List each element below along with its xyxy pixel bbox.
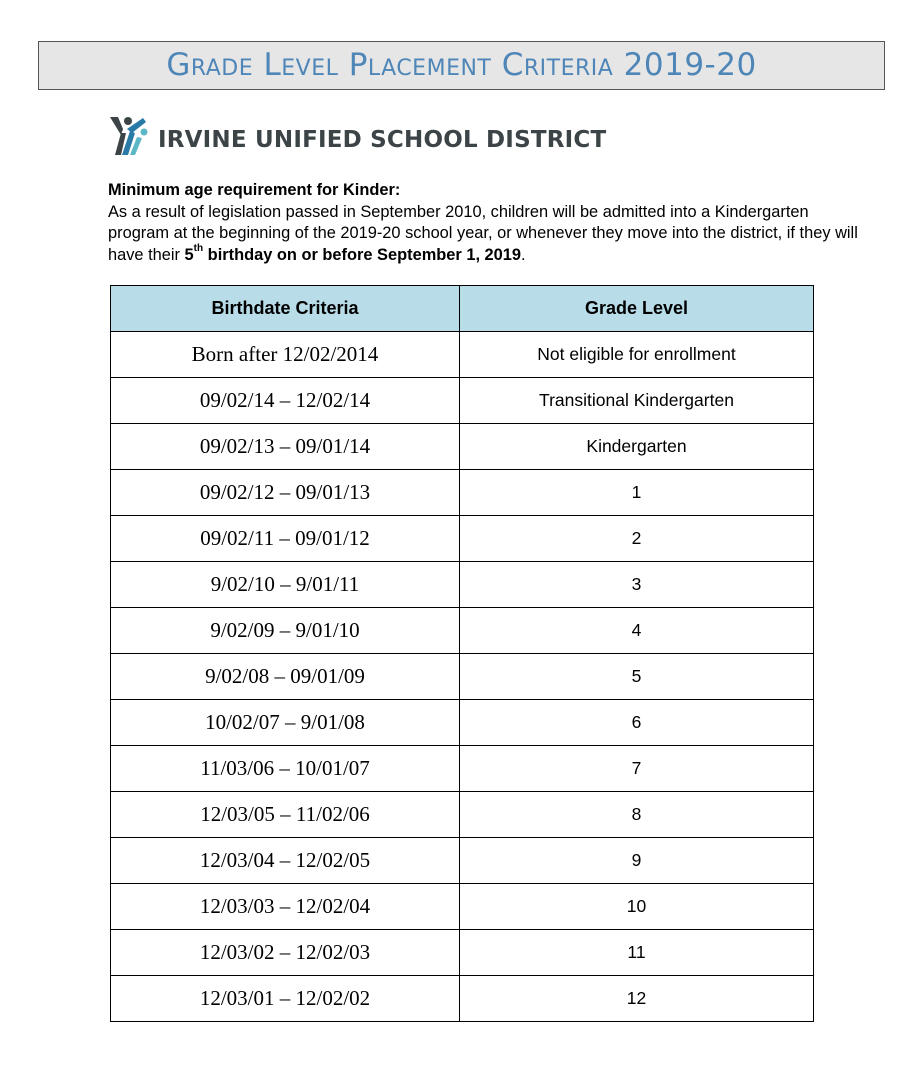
table-row xyxy=(111,654,814,700)
birthdate-cell: Born after 12/02/2014 xyxy=(111,332,460,378)
birthdate-cell: 9/02/08 – 09/01/09 xyxy=(111,654,460,700)
requirement-body: As a result of legislation passed in September 2010, children will be admitted into a Kindergarten program at the beginning of the 2019-20 school year, or whenever they move into the district, if they will have their xyxy=(108,202,858,264)
grade-cell: 7 xyxy=(460,746,814,792)
table-row xyxy=(111,608,814,654)
birthdate-cell: 11/03/06 – 10/01/07 xyxy=(111,746,460,792)
grade-cell: 3 xyxy=(460,562,814,608)
column-header-grade: Grade Level xyxy=(460,286,814,332)
grade-cell: 12 xyxy=(460,976,814,1022)
birthdate-cell: 09/02/14 – 12/02/14 xyxy=(111,378,460,424)
grade-cell: 2 xyxy=(460,516,814,562)
grade-cell: Kindergarten xyxy=(460,424,814,470)
table-row xyxy=(111,378,814,424)
kinder-requirement-heading: Minimum age requirement for Kinder: xyxy=(108,181,401,199)
table-row xyxy=(111,424,814,470)
table-row xyxy=(111,930,814,976)
district-logo xyxy=(108,113,606,157)
district-name: IRVINE UNIFIED SCHOOL DISTRICT xyxy=(158,127,607,153)
birthdate-cell: 9/02/10 – 9/01/11 xyxy=(111,562,460,608)
table-row xyxy=(111,746,814,792)
table-row xyxy=(111,470,814,516)
grade-cell: 9 xyxy=(460,838,814,884)
grade-cell: Transitional Kindergarten xyxy=(460,378,814,424)
kinder-requirement-text: As a result of legislation passed in September 2010, children will be admitted into a Kindergarten program at the beginning of the 2019-20 school year, or whenever they move into the district, if they will have their 5th birthday on or before September 1, 2019. xyxy=(108,202,858,264)
birthdate-cell: 12/03/01 – 12/02/02 xyxy=(111,976,460,1022)
grade-cell: 5 xyxy=(460,654,814,700)
requirement-age: 5th birthday on or before September 1, 2019 xyxy=(184,243,522,264)
table-row xyxy=(111,332,814,378)
grade-cell: 11 xyxy=(460,930,814,976)
table-row xyxy=(111,562,814,608)
page-title: Grade Level Placement Criteria 2019-20 xyxy=(38,41,885,90)
grade-placement-table xyxy=(110,285,814,1022)
birthdate-cell: 10/02/07 – 9/01/08 xyxy=(111,700,460,746)
birthdate-cell: 12/03/03 – 12/02/04 xyxy=(111,884,460,930)
birthdate-cell: 09/02/13 – 09/01/14 xyxy=(111,424,460,470)
table-row xyxy=(111,516,814,562)
birthdate-cell: 09/02/12 – 09/01/13 xyxy=(111,470,460,516)
grade-cell: 1 xyxy=(460,470,814,516)
birthdate-cell: 12/03/02 – 12/02/03 xyxy=(111,930,460,976)
table-row xyxy=(111,838,814,884)
grade-cell: 10 xyxy=(460,884,814,930)
table-row xyxy=(111,792,814,838)
table-row xyxy=(111,884,814,930)
grade-cell: Not eligible for enrollment xyxy=(460,332,814,378)
table-row xyxy=(111,976,814,1022)
birthdate-cell: 12/03/04 – 12/02/05 xyxy=(111,838,460,884)
grade-cell: 4 xyxy=(460,608,814,654)
birthdate-cell: 12/03/05 – 11/02/06 xyxy=(111,792,460,838)
kinder-requirement-section xyxy=(108,180,868,266)
column-header-birthdate: Birthdate Criteria xyxy=(111,286,460,332)
birthdate-cell: 9/02/09 – 9/01/10 xyxy=(111,608,460,654)
table-row xyxy=(111,700,814,746)
irvine-figures-logo-icon xyxy=(108,113,150,157)
grade-cell: 6 xyxy=(460,700,814,746)
table-header-row xyxy=(111,286,814,332)
birthdate-cell: 09/02/11 – 09/01/12 xyxy=(111,516,460,562)
grade-cell: 8 xyxy=(460,792,814,838)
